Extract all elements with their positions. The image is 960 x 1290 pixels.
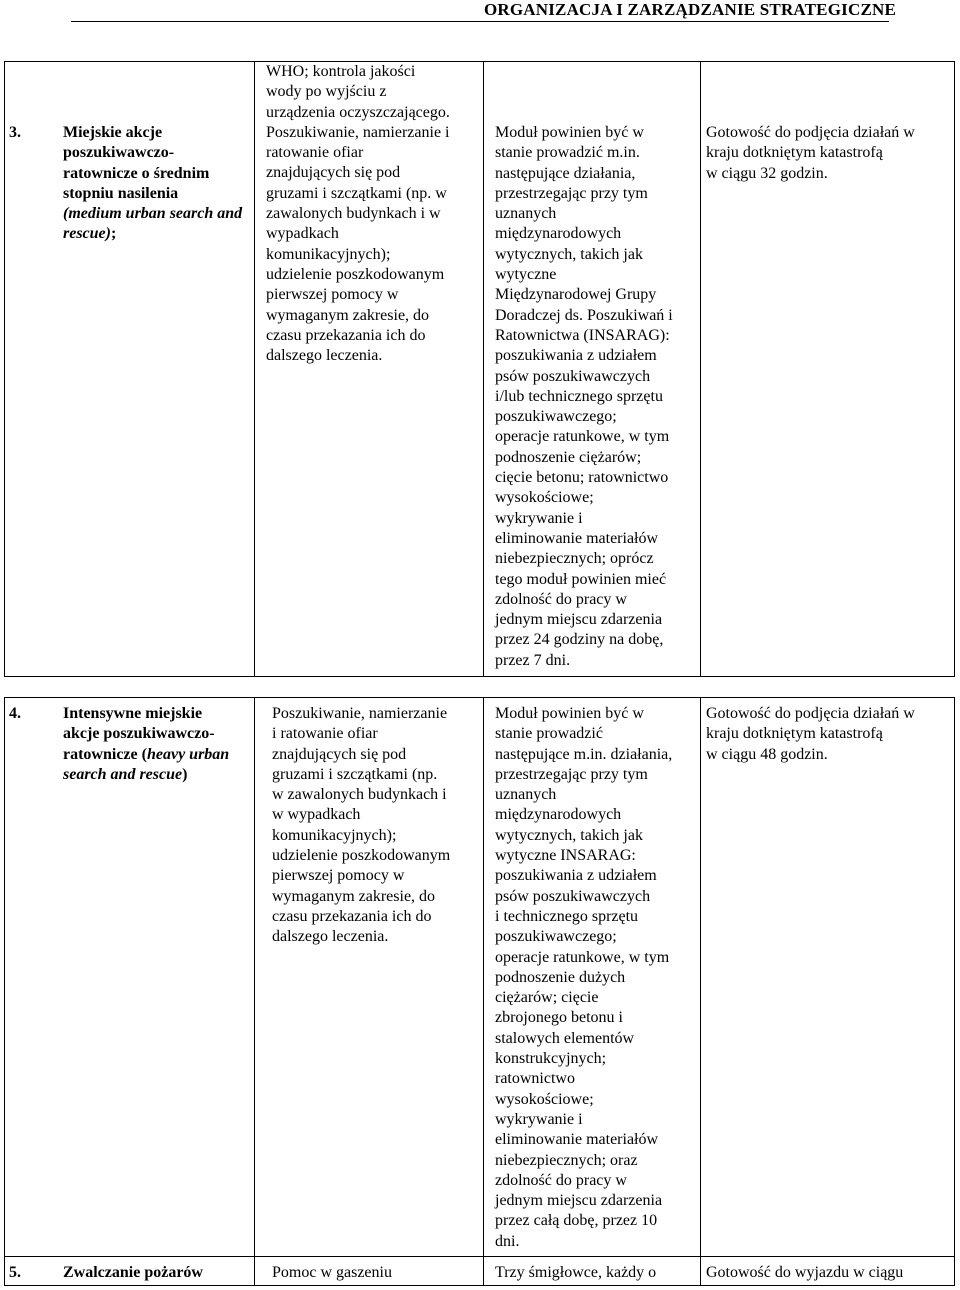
table-row [5, 62, 955, 677]
module-line: wysokościowe; [495, 489, 594, 507]
name-line: Miejskie akcje [63, 124, 163, 141]
task-line: udzielenie poszkodowanym [272, 847, 451, 865]
task-line: znajdujących się pod [272, 745, 407, 763]
row-number: 3. [9, 124, 21, 141]
task-line: czasu przekazania ich do [272, 907, 432, 925]
task-line: ratowanie ofiar [266, 144, 364, 162]
cell-tasks [255, 62, 484, 677]
module-line: zbrojonego betonu i [495, 1009, 623, 1027]
cell-readiness [701, 1257, 955, 1286]
module-line: podnoszenie dużych [495, 968, 626, 986]
task-line: udzielenie poszkodowanym [266, 265, 445, 283]
module-line: podnoszenie ciężarów; [495, 448, 642, 466]
module-line: stanie prowadzić [495, 725, 603, 743]
module-line: ratownictwo [495, 1070, 575, 1088]
name-plain: ) [182, 765, 188, 783]
task-line: wody po wyjściu z [266, 83, 387, 101]
cell-module-name [5, 698, 255, 1257]
task-line: WHO; kontrola jakości [266, 63, 416, 80]
module-line: wysokościowe; [495, 1090, 594, 1108]
module-line: Międzynarodowej Grupy [495, 286, 657, 304]
task-line: pierwszej pomocy w [272, 867, 405, 885]
module-line: cięcie betonu; ratownictwo [495, 469, 669, 487]
cell-tasks [255, 698, 484, 1257]
module-line: międzynarodowych [495, 806, 622, 824]
task-line: wymaganym zakresie, do [266, 306, 430, 324]
row-number: 4. [9, 705, 21, 722]
module-line: zdolność do pracy w [495, 590, 627, 608]
cell-tasks [255, 1257, 484, 1286]
cell-module-capabilities [484, 62, 701, 677]
page-header [0, 0, 960, 22]
module-line: Moduł powinien być w [495, 124, 644, 141]
task-line: czasu przekazania ich do [266, 326, 426, 344]
task-line: Poszukiwanie, namierzanie i [266, 123, 450, 141]
module-line: zdolność do pracy w [495, 1171, 627, 1189]
module-line: eliminowanie materiałów [495, 1131, 659, 1149]
header-rule [71, 21, 889, 22]
task-line: gruzami i szczątkami (np. w [266, 184, 447, 202]
task-line: Pomoc w gaszeniu [272, 1264, 392, 1281]
module-line: wytycznych, takich jak [495, 826, 643, 844]
name-suffix: ; [110, 225, 117, 243]
readiness-line: w ciągu 48 godzin. [706, 745, 828, 763]
module-line: stanie prowadzić m.in. [495, 144, 640, 162]
module-line: poszukiwawczego; [495, 408, 617, 426]
name-line: stopniu nasilenia [63, 184, 179, 202]
name-line: akcje poszukiwawczo- [63, 725, 215, 743]
module-line: konstrukcyjnych; [495, 1050, 607, 1068]
module-line: przestrzegając przy tym [495, 765, 648, 783]
readiness-line: w ciągu 32 godzin. [706, 164, 828, 182]
cell-module-capabilities [484, 1257, 701, 1286]
module-line: Ratownictwa (INSARAG): [495, 326, 670, 344]
module-line: wykrywanie i [495, 1110, 583, 1128]
module-line: eliminowanie materiałów [495, 529, 659, 547]
task-line: wymaganym zakresie, do [272, 887, 436, 905]
readiness-line: Gotowość do podjęcia działań w [706, 124, 915, 141]
task-line: zawalonych budynkach i w [266, 205, 441, 223]
name-line: ratownicze o średnim [63, 164, 210, 182]
module-line: Moduł powinien być w [495, 705, 644, 722]
module-line: niebezpiecznych; oprócz [495, 550, 654, 568]
task-line: dalszego leczenia. [272, 928, 389, 946]
task-line: Poszukiwanie, namierzanie [272, 705, 448, 722]
table-gap [5, 677, 955, 698]
row-number: 5. [9, 1264, 21, 1281]
name-italic: heavy urban [146, 745, 230, 763]
task-line: w zawalonych budynkach i [272, 786, 447, 804]
module-line: jednym miejscu zdarzenia [495, 1192, 663, 1210]
name-italic: (medium urban search and rescue) [63, 205, 243, 243]
name-line: Intensywne miejskie [63, 705, 203, 722]
cell-module-name [5, 62, 255, 677]
module-line: uznanych [495, 786, 557, 804]
module-line: przez 24 godziny na dobę, [495, 631, 664, 649]
module-line: następujące m.in. działania, [495, 745, 673, 763]
task-line: pierwszej pomocy w [266, 286, 399, 304]
module-line: wytyczne INSARAG: [495, 847, 636, 865]
cell-readiness [701, 698, 955, 1257]
module-line: międzynarodowych [495, 225, 622, 243]
module-line: przestrzegając przy tym [495, 184, 648, 202]
module-line: psów poszukiwawczych [495, 367, 651, 385]
module-line: poszukiwawczego; [495, 928, 617, 946]
task-line: gruzami i szczątkami (np. [272, 765, 438, 783]
name-line: Zwalczanie pożarów [63, 1264, 203, 1281]
table-row [5, 698, 955, 1257]
name-line: poszukiwawczo- [63, 144, 175, 162]
module-line: i technicznego sprzętu [495, 907, 639, 925]
module-line: uznanych [495, 205, 557, 223]
task-line: w wypadkach [272, 806, 361, 824]
module-line: operacje ratunkowe, w tym [495, 948, 670, 966]
module-line: następujące działania, [495, 164, 636, 182]
module-line: niebezpiecznych; oraz [495, 1151, 638, 1169]
module-line: dni. [495, 1232, 520, 1250]
module-line: ciężarów; cięcie [495, 989, 599, 1007]
readiness-line: kraju dotkniętym katastrofą [706, 144, 883, 162]
task-line: i ratowanie ofiar [272, 725, 378, 743]
module-line: wykrywanie i [495, 509, 583, 527]
table-row [5, 1257, 955, 1286]
task-line: komunikacyjnych); [266, 245, 391, 263]
task-line: znajdujących się pod [266, 164, 401, 182]
module-line: tego moduł powinien mieć [495, 570, 667, 588]
module-line: poszukiwania z udziałem [495, 867, 657, 885]
module-line: operacje ratunkowe, w tym [495, 428, 670, 446]
task-line: dalszego leczenia. [266, 347, 383, 365]
task-line: wypadkach [266, 225, 339, 243]
module-line: psów poszukiwawczych [495, 887, 651, 905]
cell-readiness [701, 62, 955, 677]
readiness-line: kraju dotkniętym katastrofą [706, 725, 883, 743]
readiness-line: Gotowość do podjęcia działań w [706, 705, 915, 722]
cell-module-name [5, 1257, 255, 1286]
module-line: przez całą dobę, przez 10 [495, 1212, 658, 1230]
name-italic: search and rescue [63, 765, 183, 783]
modules-table [4, 61, 955, 1286]
module-line: jednym miejscu zdarzenia [495, 611, 663, 629]
module-line: wytyczne [495, 266, 557, 284]
module-line: stalowych elementów [495, 1029, 635, 1047]
module-line: Trzy śmigłowce, każdy o [495, 1264, 657, 1281]
module-line: wytycznych, takich jak [495, 245, 643, 263]
module-line: poszukiwania z udziałem [495, 347, 657, 365]
module-line: i/lub technicznego sprzętu [495, 387, 663, 405]
module-line: przez 7 dni. [495, 651, 571, 669]
task-line: komunikacyjnych); [272, 826, 397, 844]
readiness-line: Gotowość do wyjazdu w ciągu [706, 1264, 904, 1281]
header-title: ORGANIZACJA I ZARZĄDZANIE STRATEGICZNE [483, 0, 896, 19]
task-line: urządzenia oczyszczającego. [266, 103, 450, 121]
cell-module-capabilities [484, 698, 701, 1257]
name-plain: ratownicze ( [63, 745, 147, 763]
module-line: Doradczej ds. Poszukiwań i [495, 306, 673, 324]
